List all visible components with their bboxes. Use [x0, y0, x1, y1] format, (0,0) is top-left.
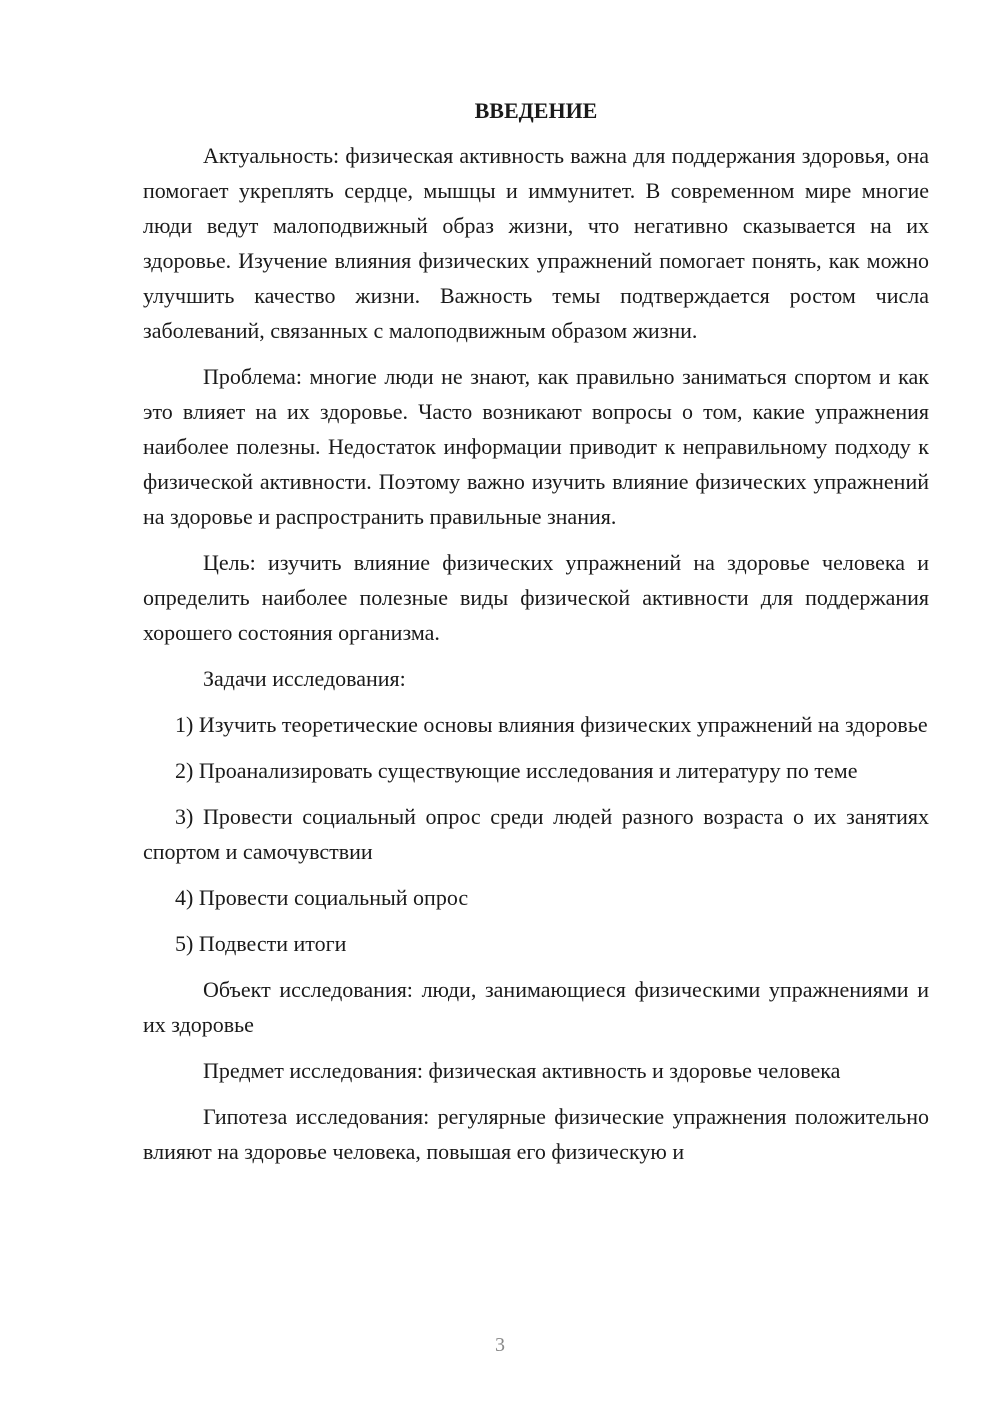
paragraph-hypothesis: Гипотеза исследования: регулярные физические упражнения положительно влияют на здоровье человека, повышая его физическую и	[143, 1104, 929, 1164]
paragraph-subject: Предмет исследования: физическая активность и здоровье человека	[203, 1058, 841, 1083]
tasks-heading: Задачи исследования:	[203, 666, 406, 691]
document-page	[143, 92, 929, 1169]
paragraph-goal: Цель: изучить влияние физических упражнений на здоровье человека и определить наиболее полезные виды физической активности для поддержания хорошего состояния организма.	[143, 550, 929, 645]
page-number: 3	[495, 1334, 505, 1356]
page-title: ВВЕДЕНИЕ	[474, 98, 598, 123]
task-item-4: 4) Провести социальный опрос	[175, 885, 469, 910]
task-item-3: 3) Провести социальный опрос среди людей разного возраста о их занятиях спортом и самочувствии	[143, 804, 929, 864]
task-item-2: 2) Проанализировать существующие исследования и литературу по теме	[175, 758, 858, 783]
paragraph-relevance: Актуальность: физическая активность важна для поддержания здоровья, она помогает укреплять сердце, мышцы и иммунитет. В современном мире многие люди ведут малоподвижный образ жизни, что негативно сказывается на их здоровье. Изучение влияния физических упражнений помогает понять, как можно улучшить качество жизни. Важность темы подтверждается ростом числа заболеваний, связанных с малоподвижным образом жизни.	[143, 143, 929, 343]
task-item-1: 1) Изучить теоретические основы влияния физических упражнений на здоровье	[175, 712, 928, 737]
paragraph-problem: Проблема: многие люди не знают, как правильно заниматься спортом и как это влияет на их здоровье. Часто возникают вопросы о том, какие упражнения наиболее полезны. Недостаток информации приводит к неправильному подходу к физической активности. Поэтому важно изучить влияние физических упражнений на здоровье и распространить правильные знания.	[143, 364, 929, 529]
task-item-5: 5) Подвести итоги	[175, 931, 347, 956]
paragraph-object: Объект исследования: люди, занимающиеся физическими упражнениями и их здоровье	[143, 977, 929, 1037]
